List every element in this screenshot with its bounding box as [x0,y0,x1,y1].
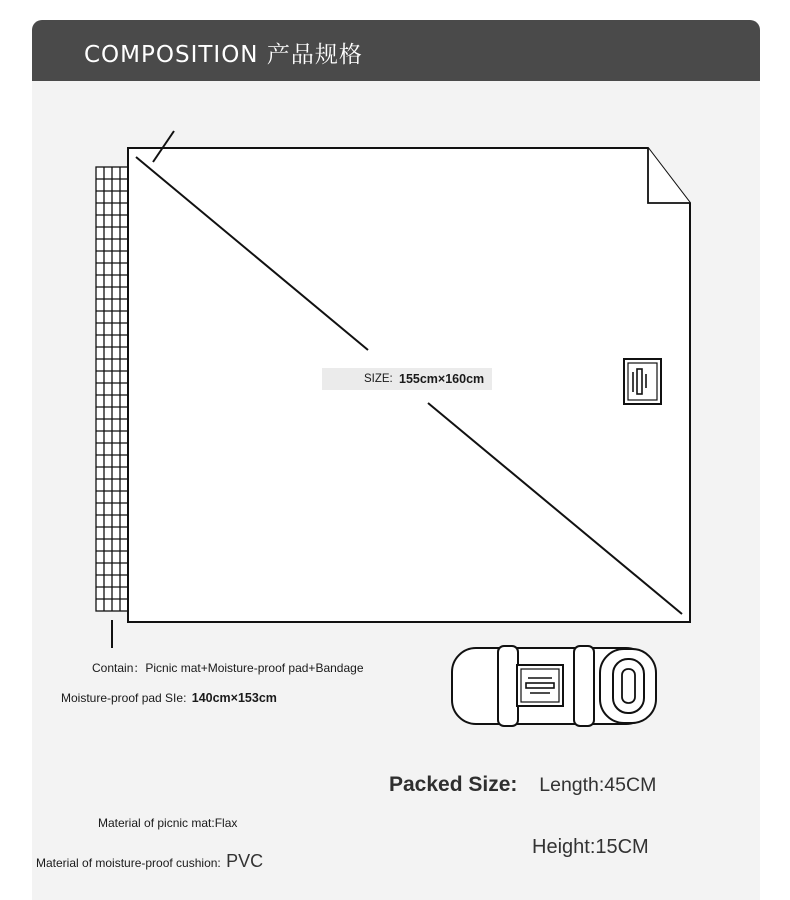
contain-text: Contain：Picnic mat+Moisture-proof pad+Bandage [92,661,364,675]
page-title: COMPOSITION 产品规格 [84,42,363,68]
packed-size-label: Packed Size: [389,773,518,796]
mat-size-label [322,368,492,390]
material-mat-text: Material of picnic mat:Flax [98,816,238,830]
pad-size-value: 140cm×153cm [191,691,277,705]
pad-grid [96,167,128,611]
packed-length: Length:45CM [539,774,657,796]
size-value: 155cm×160cm [399,372,485,386]
size-key: SIZE: [364,373,393,385]
material-cushion-value: PVC [226,851,264,871]
packed-size [389,773,656,797]
pad-size-label: Moisture-proof pad SIe: [61,691,187,705]
material-cushion-label: Material of moisture-proof cushion: [36,856,221,870]
packed-height: Height:15CM [532,836,649,858]
pad-size-text [61,691,277,705]
rolled-mat-icon [452,646,656,726]
material-cushion-text [36,851,263,872]
